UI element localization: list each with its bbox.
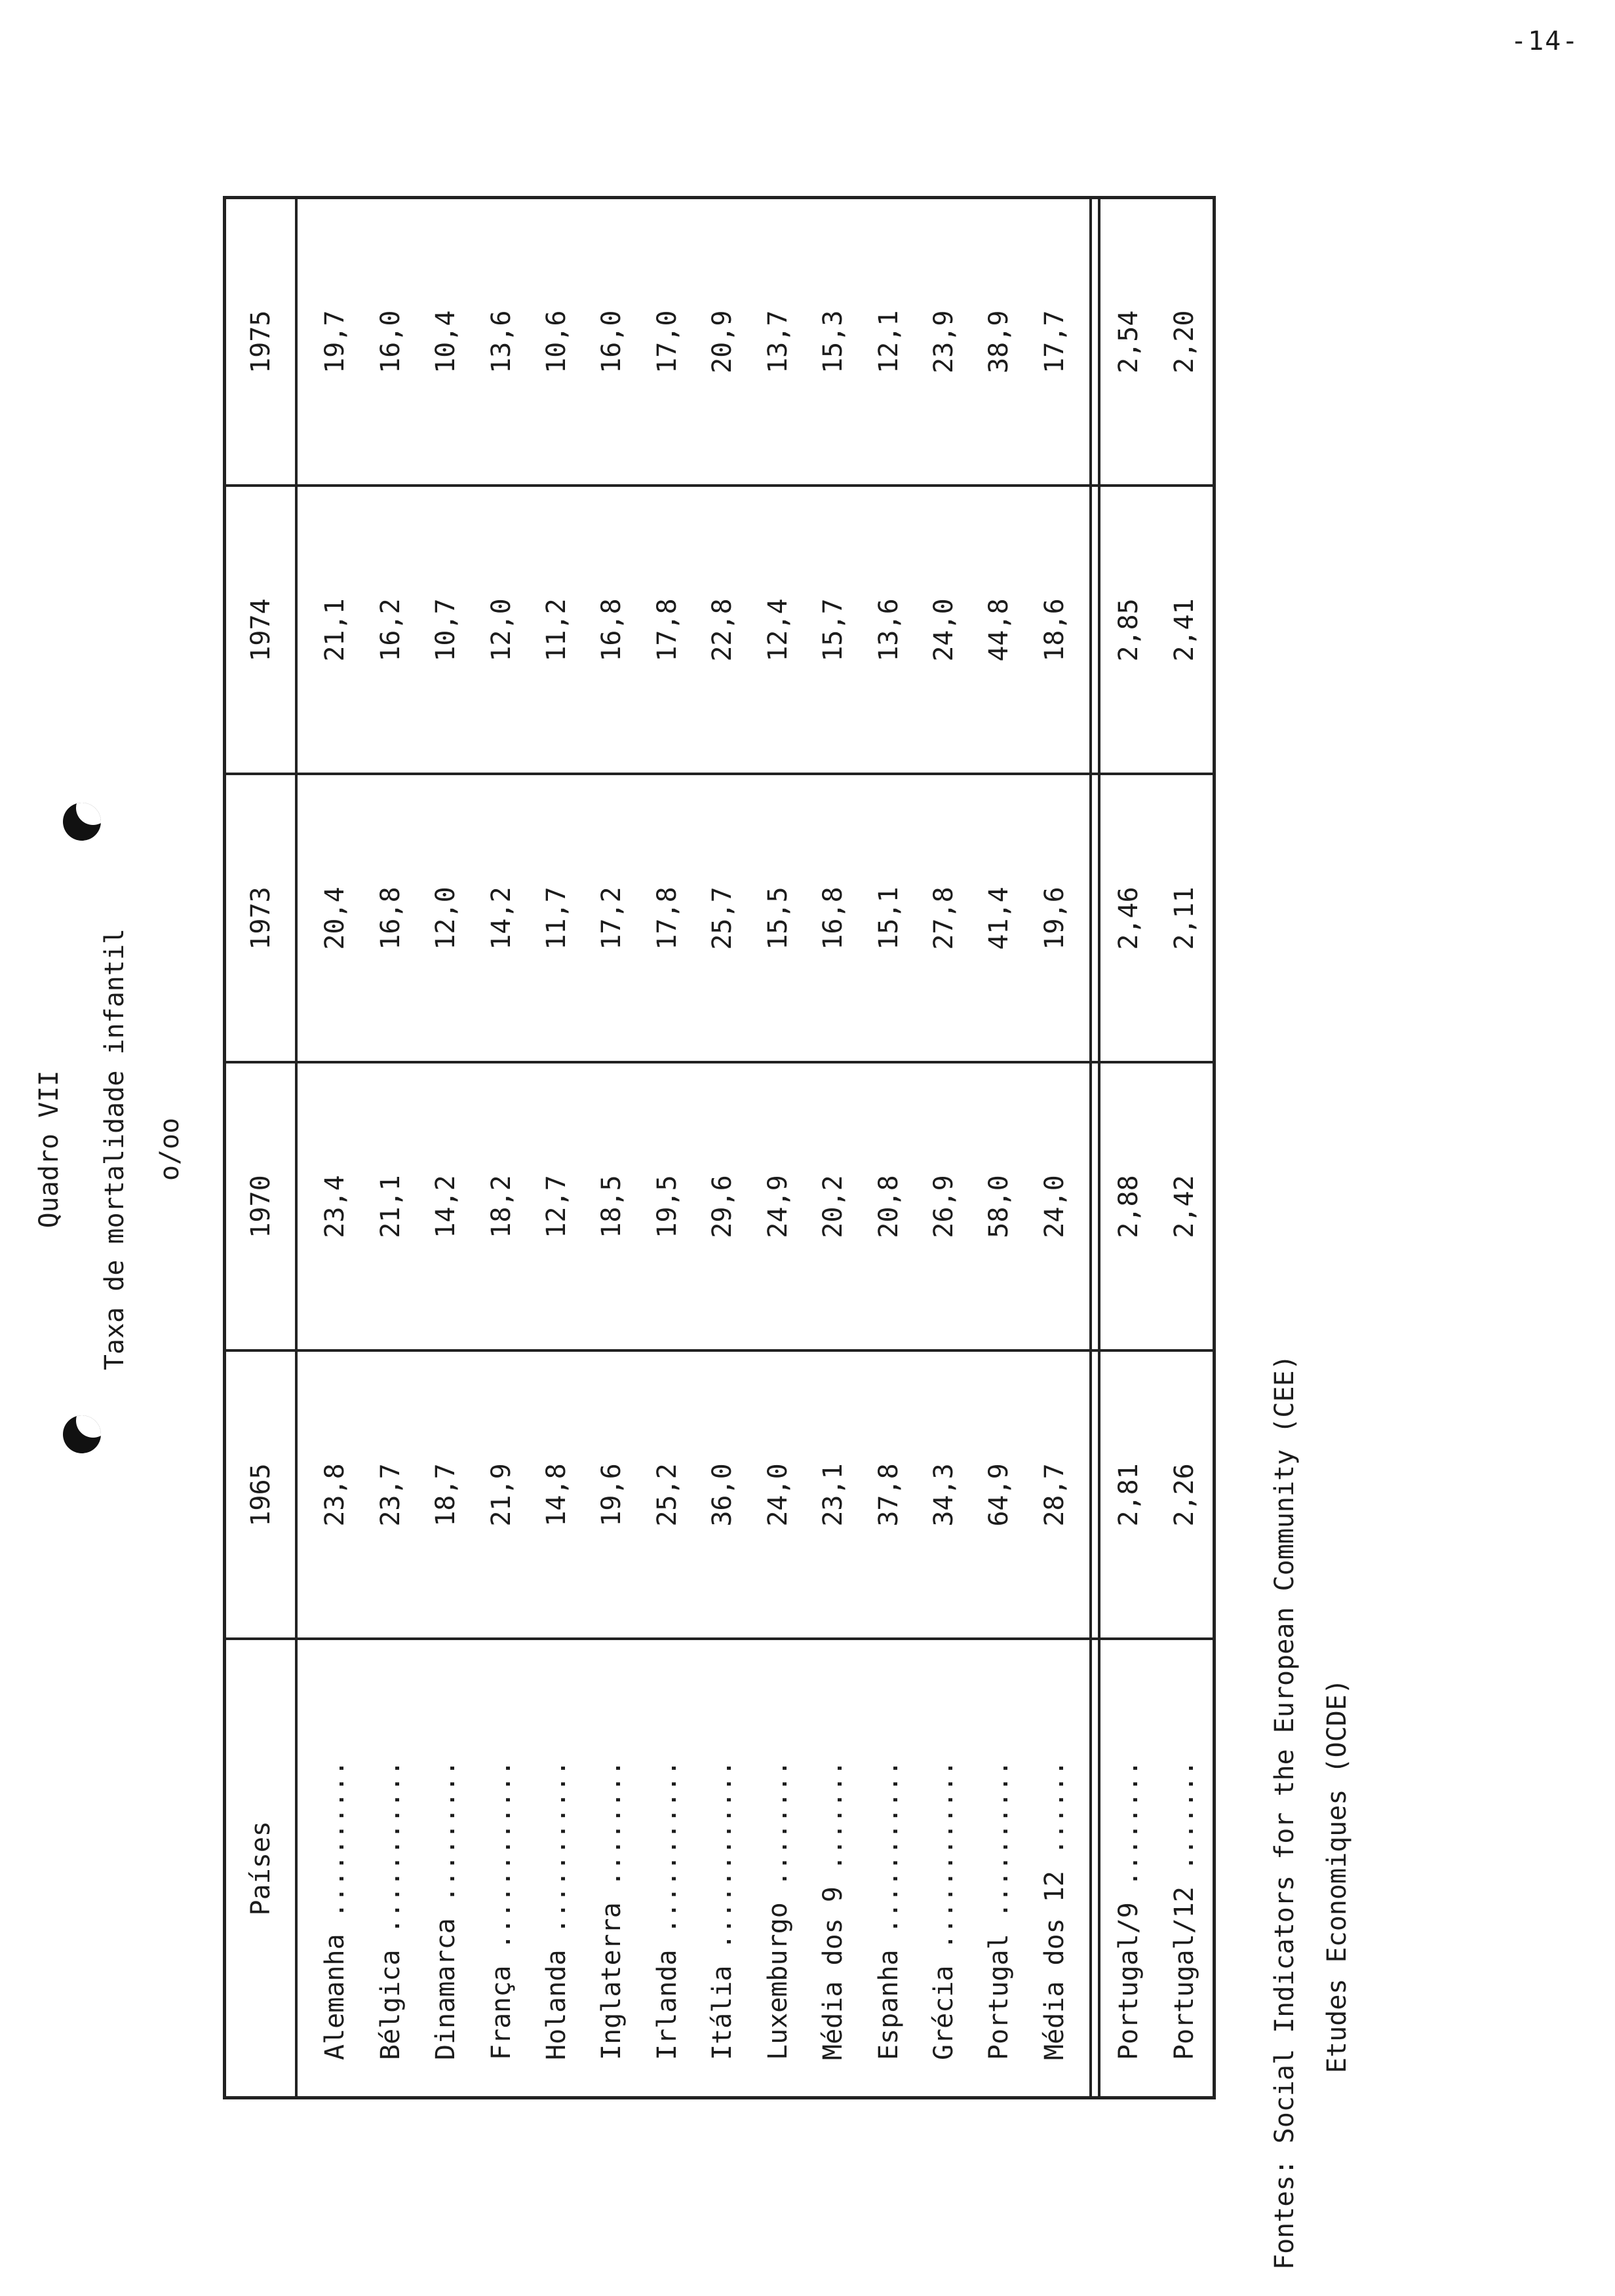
value-cell: 18,2 (473, 1063, 528, 1351)
value-cell: 11,7 (529, 775, 584, 1063)
value-cell: 20,2 (806, 1063, 861, 1351)
country-cell: França ............ (486, 1760, 516, 2060)
value-cell: 16,8 (806, 775, 861, 1063)
value-cell: 20,4 (307, 775, 362, 1063)
column-header: 1965 (225, 1351, 297, 1639)
table-row (861, 198, 916, 2098)
value-cell: 16,0 (584, 198, 639, 486)
country-cell: Itália ............ (707, 1760, 738, 2060)
value-cell: 20,8 (861, 1063, 916, 1351)
value-cell: 10,7 (418, 486, 473, 775)
value-cell: 41,4 (971, 775, 1026, 1063)
value-cell: 18,5 (584, 1063, 639, 1351)
value-cell: 19,7 (307, 198, 362, 486)
value-cell: 23,1 (806, 1351, 861, 1639)
table-header-row (225, 198, 297, 2098)
value-cell: 2,26 (1156, 1351, 1214, 1639)
value-cell: 25,7 (695, 775, 750, 1063)
country-cell: Grécia ............ (928, 1760, 959, 2060)
value-cell: 23,8 (307, 1351, 362, 1639)
column-header: 1973 (225, 775, 297, 1063)
value-cell: 18,7 (418, 1351, 473, 1639)
table-row (529, 198, 584, 2098)
value-cell: 10,4 (418, 198, 473, 486)
value-cell: 24,0 (1027, 1063, 1082, 1351)
value-cell: 19,6 (584, 1351, 639, 1639)
table-row (363, 198, 418, 2098)
table-title: Quadro VII (34, 1070, 64, 1229)
value-cell: 37,8 (861, 1351, 916, 1639)
value-cell: 16,8 (584, 486, 639, 775)
value-cell: 2,54 (1099, 198, 1157, 486)
table-row (695, 198, 750, 2098)
value-cell: 11,2 (529, 486, 584, 775)
value-cell: 34,3 (916, 1351, 971, 1639)
mortality-table (223, 196, 1216, 2099)
value-cell: 18,6 (1027, 486, 1082, 775)
country-cell: Média dos 9 ....... (818, 1760, 849, 2060)
country-cell: Portugal/9 ........ (1113, 1760, 1144, 2060)
table-subtitle: Taxa de mortalidade infantil (100, 928, 130, 1371)
column-header: 1970 (225, 1063, 297, 1351)
country-cell: Portugal .......... (984, 1760, 1015, 2060)
value-cell: 14,8 (529, 1351, 584, 1639)
sources-line-1: Fontes: Social Indicators for the European Community (CEE) (1270, 1354, 1300, 2270)
value-cell: 24,0 (750, 1351, 805, 1639)
value-cell: 2,46 (1099, 775, 1157, 1063)
value-cell: 44,8 (971, 486, 1026, 775)
country-cell: Irlanda ........... (652, 1760, 682, 2060)
value-cell: 25,2 (640, 1351, 695, 1639)
value-cell: 13,7 (750, 198, 805, 486)
value-cell: 24,0 (916, 486, 971, 775)
table-unit: o/oo (155, 1117, 185, 1181)
value-cell: 12,0 (418, 775, 473, 1063)
value-cell: 16,2 (363, 486, 418, 775)
value-cell: 13,6 (861, 486, 916, 775)
table-row (307, 198, 362, 2098)
value-cell: 19,5 (640, 1063, 695, 1351)
value-cell: 17,8 (640, 486, 695, 775)
table-row (473, 198, 528, 2098)
value-cell: 2,41 (1156, 486, 1214, 775)
table-row (418, 198, 473, 2098)
table-row (806, 198, 861, 2098)
value-cell: 19,6 (1027, 775, 1082, 1063)
value-cell: 22,8 (695, 486, 750, 775)
value-cell: 28,7 (1027, 1351, 1082, 1639)
value-cell: 27,8 (916, 775, 971, 1063)
column-header: 1975 (225, 198, 297, 486)
separator-row (1091, 198, 1099, 2098)
value-cell: 16,8 (363, 775, 418, 1063)
country-cell: Média dos 12 ...... (1039, 1760, 1070, 2060)
value-cell: 15,7 (806, 486, 861, 775)
value-cell: 13,6 (473, 198, 528, 486)
value-cell: 38,9 (971, 198, 1026, 486)
country-cell: Bélgica ........... (375, 1760, 406, 2060)
value-cell: 10,6 (529, 198, 584, 486)
column-header: Países (225, 1639, 297, 2098)
table-row (916, 198, 971, 2098)
value-cell: 36,0 (695, 1351, 750, 1639)
value-cell: 2,42 (1156, 1063, 1214, 1351)
country-cell: Luxemburgo ........ (762, 1760, 793, 2060)
value-cell: 2,88 (1099, 1063, 1157, 1351)
table-row (750, 198, 805, 2098)
value-cell: 12,1 (861, 198, 916, 486)
spacer-row (1082, 198, 1091, 2098)
value-cell: 2,20 (1156, 198, 1214, 486)
value-cell: 23,9 (916, 198, 971, 486)
table-row (640, 198, 695, 2098)
table-row (971, 198, 1026, 2098)
value-cell: 12,0 (473, 486, 528, 775)
value-cell: 26,9 (916, 1063, 971, 1351)
table-row (1156, 198, 1214, 2098)
value-cell: 17,8 (640, 775, 695, 1063)
sources-note (1258, 1354, 1363, 2270)
value-cell: 12,7 (529, 1063, 584, 1351)
column-header: 1974 (225, 486, 297, 775)
country-cell: Inglaterra ........ (596, 1760, 627, 2060)
value-cell: 64,9 (971, 1351, 1026, 1639)
page-number: -14- (1511, 26, 1580, 56)
country-cell: Dinamarca ......... (431, 1760, 461, 2060)
value-cell: 58,0 (971, 1063, 1026, 1351)
value-cell: 20,9 (695, 198, 750, 486)
value-cell: 15,3 (806, 198, 861, 486)
value-cell: 17,2 (584, 775, 639, 1063)
value-cell: 12,4 (750, 486, 805, 775)
value-cell: 17,0 (640, 198, 695, 486)
country-cell: Alemanha .......... (320, 1760, 351, 2060)
value-cell: 14,2 (418, 1063, 473, 1351)
value-cell: 2,81 (1099, 1351, 1157, 1639)
spacer-row (296, 198, 307, 2098)
value-cell: 14,2 (473, 775, 528, 1063)
value-cell: 17,7 (1027, 198, 1082, 486)
value-cell: 15,1 (861, 775, 916, 1063)
value-cell: 21,9 (473, 1351, 528, 1639)
value-cell: 2,85 (1099, 486, 1157, 775)
country-cell: Holanda ........... (541, 1760, 572, 2060)
value-cell: 15,5 (750, 775, 805, 1063)
value-cell: 24,9 (750, 1063, 805, 1351)
value-cell: 16,0 (363, 198, 418, 486)
table-row (584, 198, 639, 2098)
table-row (1099, 198, 1157, 2098)
value-cell: 21,1 (363, 1063, 418, 1351)
table-row (1027, 198, 1082, 2098)
country-cell: Espanha ........... (873, 1760, 904, 2060)
value-cell: 29,6 (695, 1063, 750, 1351)
value-cell: 21,1 (307, 486, 362, 775)
country-cell: Portugal/12 ....... (1169, 1760, 1200, 2060)
value-cell: 23,4 (307, 1063, 362, 1351)
value-cell: 23,7 (363, 1351, 418, 1639)
sources-line-2: Etudes Economiques (OCDE) (1322, 1678, 1352, 2073)
value-cell: 2,11 (1156, 775, 1214, 1063)
